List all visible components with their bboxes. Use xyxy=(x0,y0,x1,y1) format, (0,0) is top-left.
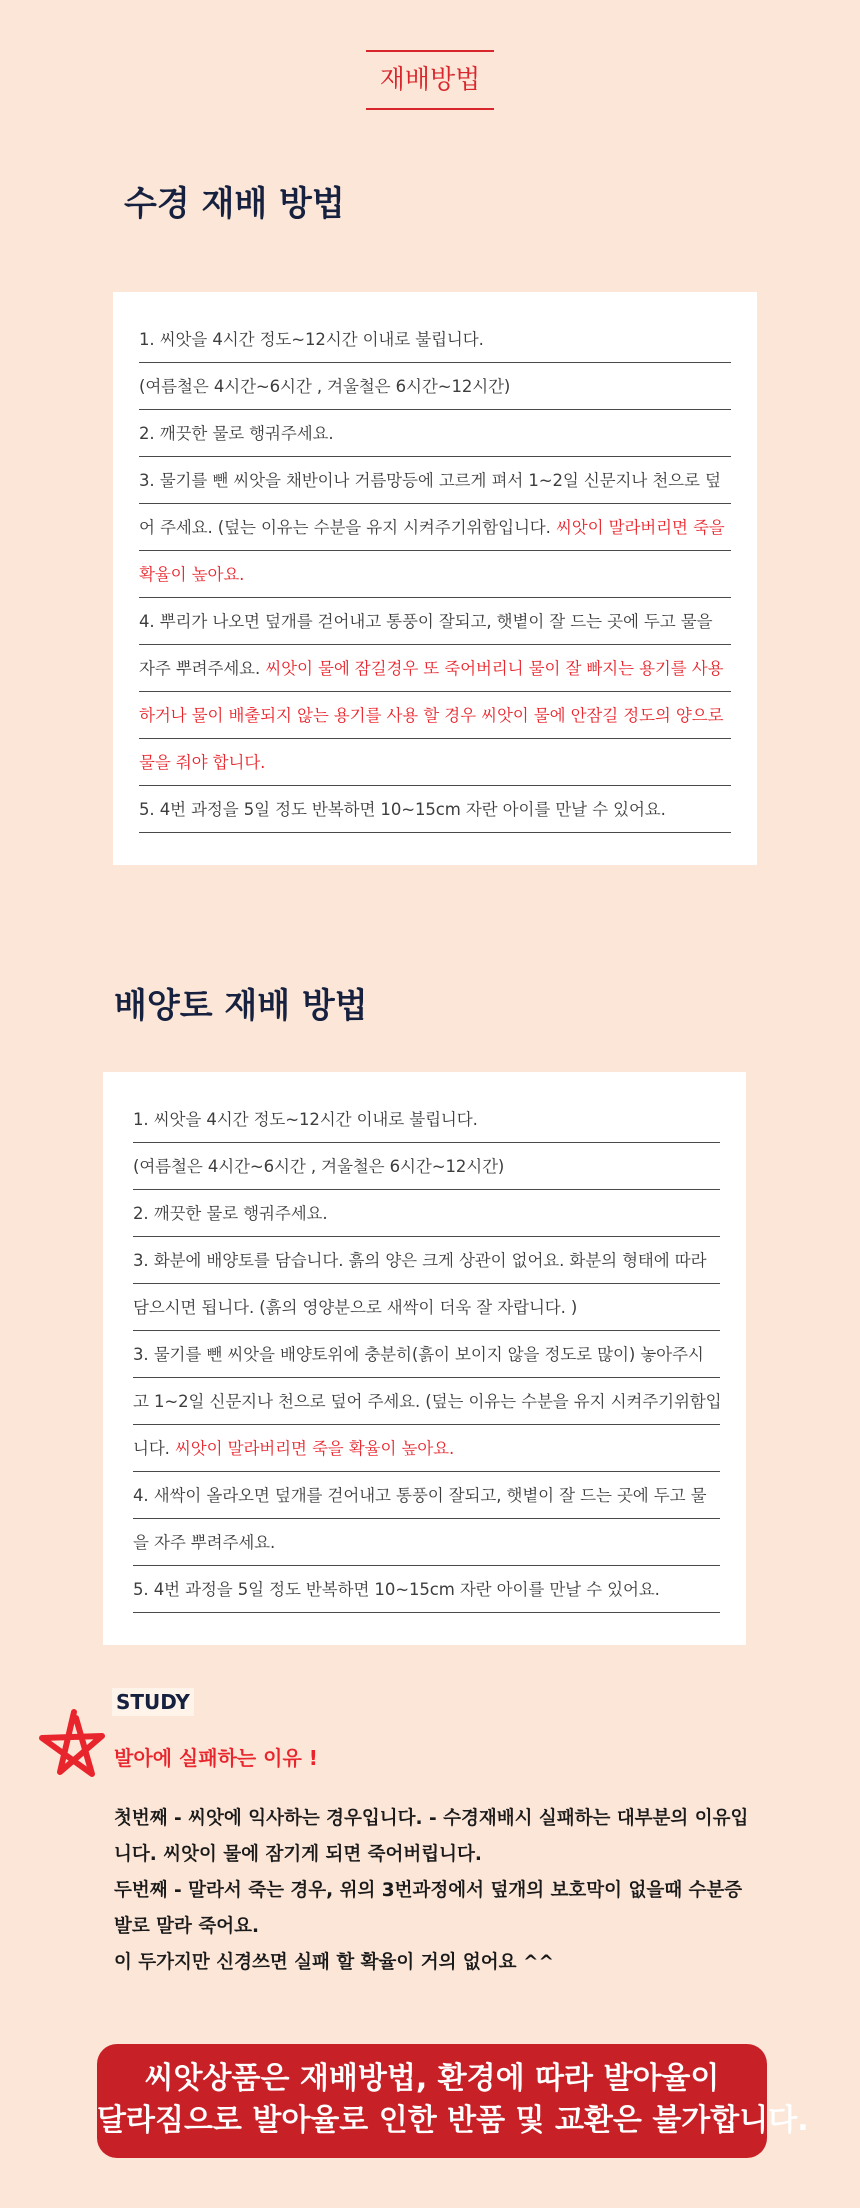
instruction-line xyxy=(139,363,731,410)
instruction-line xyxy=(133,1143,720,1190)
instruction-text: 3. 화분에 배양토를 담습니다. 흙의 양은 크게 상관이 없어요. 화분의 형태에 따라 xyxy=(133,1251,707,1270)
instruction-text: 1. 씨앗을 4시간 정도~12시간 이내로 불립니다. xyxy=(139,330,484,349)
star-doodle-icon xyxy=(34,1708,114,1788)
instruction-line xyxy=(139,786,731,833)
instruction-text: 어 주세요. (덮는 이유는 수분을 유지 시켜주기위함입니다. xyxy=(139,518,556,537)
instruction-text: 을 자주 뿌려주세요. xyxy=(133,1533,276,1552)
instruction-warning-text: 씨앗이 말라버리면 죽을 확율이 높아요. xyxy=(174,1439,455,1458)
instruction-line xyxy=(139,598,731,645)
instruction-text: 담으시면 됩니다. (흙의 영양분으로 새싹이 더욱 잘 자랍니다. ) xyxy=(133,1298,578,1317)
study-reason-title: 발아에 실패하는 이유 ! xyxy=(114,1746,318,1770)
instruction-text: 4. 뿌리가 나오면 덮개를 걷어내고 통풍이 잘되고, 햇볕이 잘 드는 곳에 두고 물을 xyxy=(139,612,713,631)
study-paragraph-line: 발로 말라 죽어요. xyxy=(114,1916,260,1937)
instruction-line xyxy=(133,1237,720,1284)
instruction-text: (여름철은 4시간~6시간 , 겨울철은 6시간~12시간) xyxy=(133,1157,505,1176)
page-title: 재배방법 xyxy=(366,50,494,110)
instruction-line xyxy=(139,504,731,551)
study-paragraph-line: 이 두가지만 신경쓰면 실패 할 확율이 거의 없어요 ^^ xyxy=(114,1952,554,1973)
instruction-warning-text: 물을 줘야 합니다. xyxy=(139,753,266,772)
instruction-line xyxy=(133,1284,720,1331)
instruction-line xyxy=(139,551,731,598)
instruction-line xyxy=(133,1472,720,1519)
instruction-text: 3. 물기를 뺀 씨앗을 채반이나 거름망등에 고르게 펴서 1~2일 신문지나 천으로 덮 xyxy=(139,471,721,490)
instruction-line xyxy=(139,739,731,786)
instruction-line xyxy=(133,1378,720,1425)
study-paragraph-line: 첫번째 - 씨앗에 익사하는 경우입니다. - 수경재배시 실패하는 대부분의 이유입 xyxy=(114,1808,749,1829)
hydro-section-title: 수경 재배 방법 xyxy=(124,184,345,224)
instruction-warning-text: 씨앗이 말라버리면 죽을 xyxy=(555,518,725,537)
instruction-line xyxy=(139,316,731,363)
instruction-text: 자주 뿌려주세요. xyxy=(139,659,266,678)
study-label: STUDY xyxy=(112,1688,194,1716)
notice-line-1: 씨앗상품은 재배방법, 환경에 따라 발아율이 xyxy=(144,2061,720,2096)
instruction-line xyxy=(133,1566,720,1613)
instruction-line xyxy=(139,692,731,739)
return-policy-notice xyxy=(97,2044,809,2158)
instruction-text: 4. 새싹이 올라오면 덮개를 걷어내고 통풍이 잘되고, 햇볕이 잘 드는 곳에 두고 물 xyxy=(133,1486,707,1505)
instruction-warning-text: 씨앗이 물에 잠길경우 또 죽어버리니 물이 잘 빠지는 용기를 사용 xyxy=(265,659,724,678)
instruction-text: 1. 씨앗을 4시간 정도~12시간 이내로 불립니다. xyxy=(133,1110,478,1129)
soil-section-title: 배양토 재배 방법 xyxy=(114,986,368,1026)
instruction-line xyxy=(133,1519,720,1566)
instruction-text: 2. 깨끗한 물로 행궈주세요. xyxy=(139,424,334,443)
instruction-line xyxy=(133,1096,720,1143)
instruction-line xyxy=(133,1425,720,1472)
instruction-text: 니다. xyxy=(133,1439,175,1458)
hydro-instructions-card xyxy=(113,292,757,865)
instruction-text: 5. 4번 과정을 5일 정도 반복하면 10~15cm 자란 아이를 만날 수 있어요. xyxy=(133,1580,660,1599)
instruction-line xyxy=(139,645,731,692)
study-paragraph-line: 두번째 - 말라서 죽는 경우, 위의 3번과정에서 덮개의 보호막이 없을때 수분증 xyxy=(114,1880,743,1901)
header xyxy=(0,50,860,110)
instruction-text: 2. 깨끗한 물로 행궈주세요. xyxy=(133,1204,328,1223)
instruction-line xyxy=(139,410,731,457)
instruction-text: 5. 4번 과정을 5일 정도 반복하면 10~15cm 자란 아이를 만날 수 있어요. xyxy=(139,800,666,819)
instruction-warning-text: 확율이 높아요. xyxy=(139,565,245,584)
instruction-text: 3. 물기를 뺀 씨앗을 배양토위에 충분히(흙이 보이지 않을 정도로 많이) 놓아주시 xyxy=(133,1345,704,1364)
soil-instructions-card xyxy=(103,1072,746,1645)
instruction-line xyxy=(139,457,731,504)
study-paragraph xyxy=(114,1801,754,1981)
instruction-line xyxy=(133,1190,720,1237)
instruction-text: 고 1~2일 신문지나 천으로 덮어 주세요. (덮는 이유는 수분을 유지 시켜주기위함입 xyxy=(133,1392,722,1411)
instruction-warning-text: 하거나 물이 배출되지 않는 용기를 사용 할 경우 씨앗이 물에 안잠길 정도의 양으로 xyxy=(139,706,724,725)
instruction-text: (여름철은 4시간~6시간 , 겨울철은 6시간~12시간) xyxy=(139,377,511,396)
study-paragraph-line: 니다. 씨앗이 물에 잠기게 되면 죽어버립니다. xyxy=(114,1844,482,1865)
notice-line-2: 달라짐으로 발아율로 인한 반품 및 교환은 불가합니다. xyxy=(97,2103,809,2138)
instruction-line xyxy=(133,1331,720,1378)
